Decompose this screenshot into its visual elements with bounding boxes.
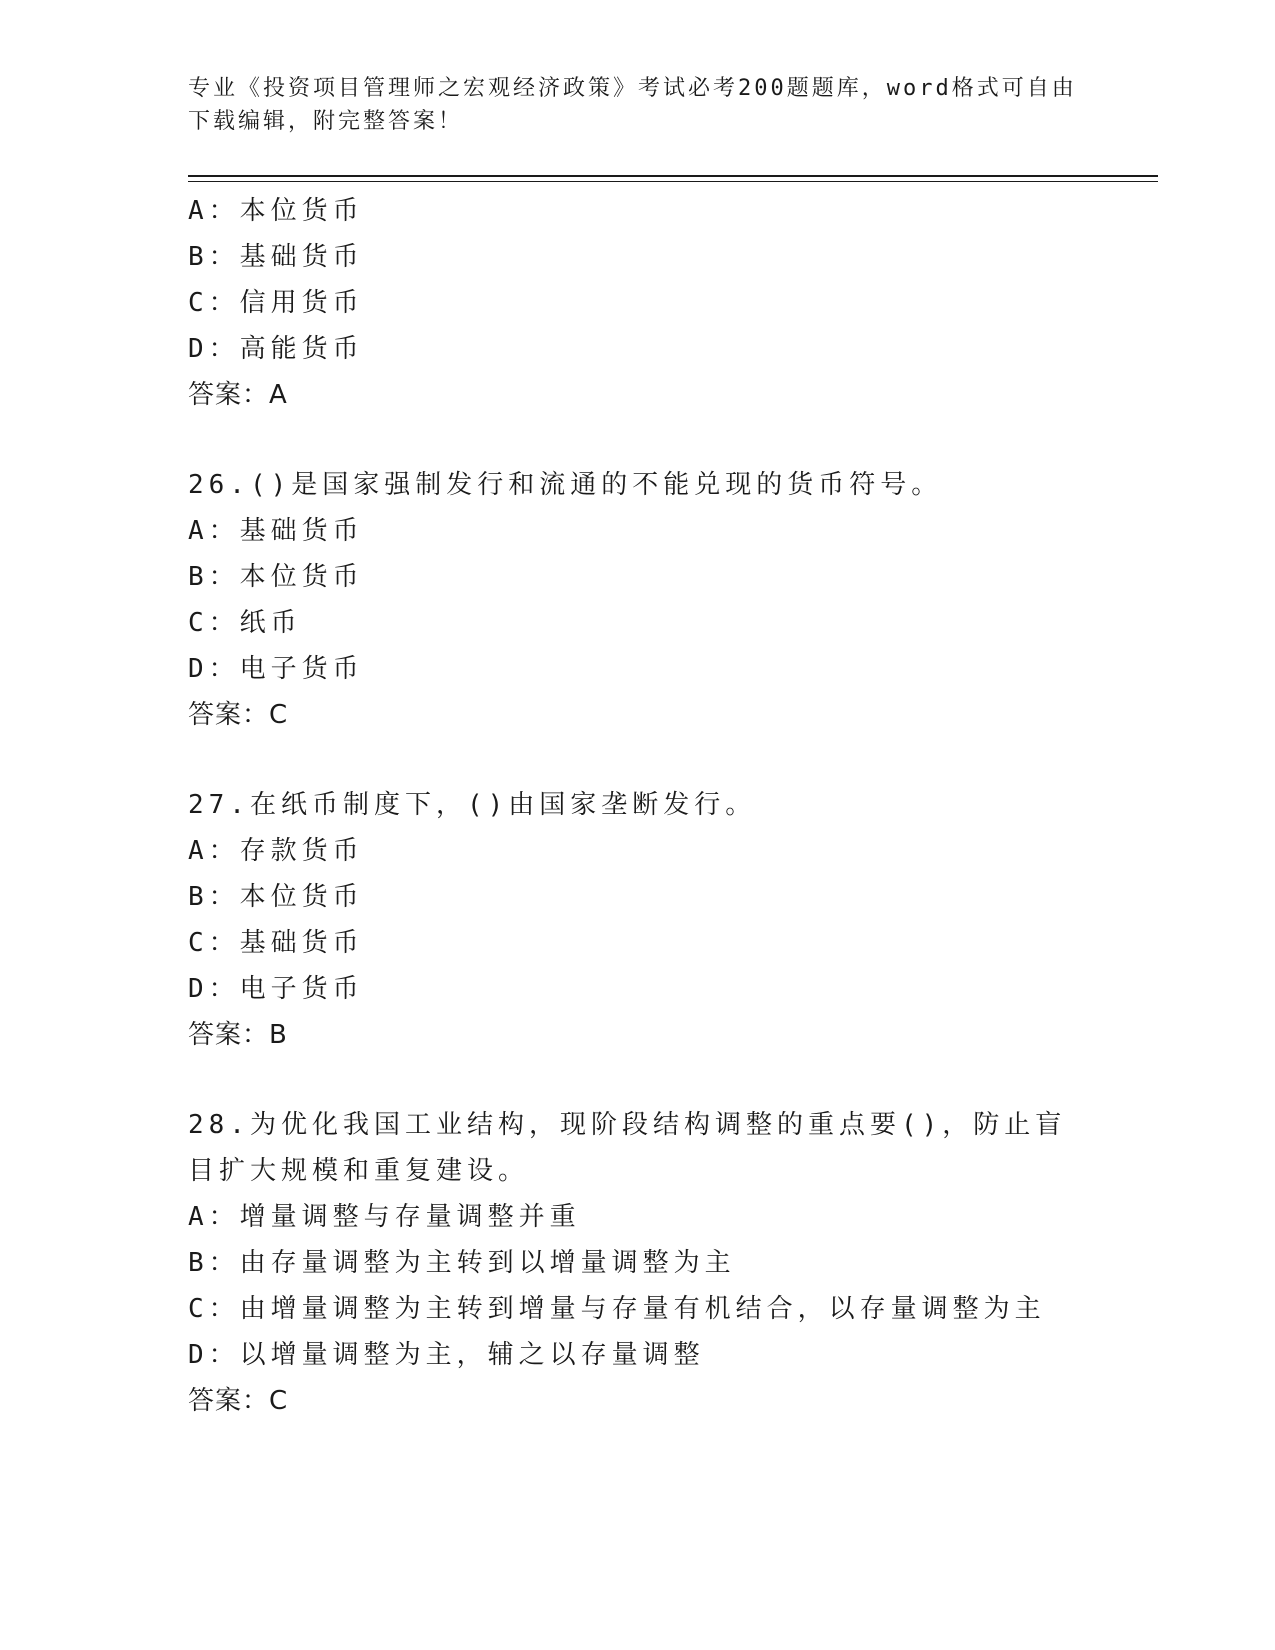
- answer: 答案：A: [188, 380, 288, 410]
- option-c: C：信用货币: [188, 288, 364, 318]
- answer: 答案：C: [188, 1386, 289, 1416]
- option-a: A：本位货币: [188, 196, 364, 226]
- option-b: B：由存量调整为主转到以增量调整为主: [188, 1248, 736, 1278]
- option-d: D：电子货币: [188, 974, 364, 1004]
- answer: 答案：B: [188, 1020, 288, 1050]
- option-b: B：基础货币: [188, 242, 364, 272]
- question-25: [188, 188, 1088, 418]
- question-stem: 26.()是国家强制发行和流通的不能兑现的货币符号。: [188, 470, 943, 500]
- header-rule-thick: [188, 175, 1158, 177]
- question-27: [188, 782, 1088, 1058]
- answer: 答案：C: [188, 700, 289, 730]
- option-c: C：由增量调整为主转到增量与存量有机结合，以存量调整为主: [188, 1294, 1046, 1324]
- option-b: B：本位货币: [188, 882, 364, 912]
- question-list: [188, 188, 1088, 1424]
- option-a: A：存款货币: [188, 836, 364, 866]
- option-d: D：以增量调整为主，辅之以存量调整: [188, 1340, 705, 1370]
- option-d: D：电子货币: [188, 654, 364, 684]
- option-d: D：高能货币: [188, 334, 364, 364]
- header-rule-thin: [188, 181, 1158, 182]
- option-c: C：基础货币: [188, 928, 364, 958]
- option-a: A：增量调整与存量调整并重: [188, 1202, 581, 1232]
- question-26: [188, 462, 1088, 738]
- question-stem: 28.为优化我国工业结构，现阶段结构调整的重点要()，防止盲目扩大规模和重复建设。: [188, 1110, 1067, 1186]
- option-a: A：基础货币: [188, 516, 364, 546]
- option-c: C：纸币: [188, 608, 302, 638]
- question-stem: 27.在纸币制度下，()由国家垄断发行。: [188, 790, 757, 820]
- question-28: [188, 1102, 1088, 1424]
- document-header: 专业《投资项目管理师之宏观经济政策》考试必考200题题库，word格式可自由下载编辑，附完整答案！: [188, 76, 1077, 134]
- option-b: B：本位货币: [188, 562, 364, 592]
